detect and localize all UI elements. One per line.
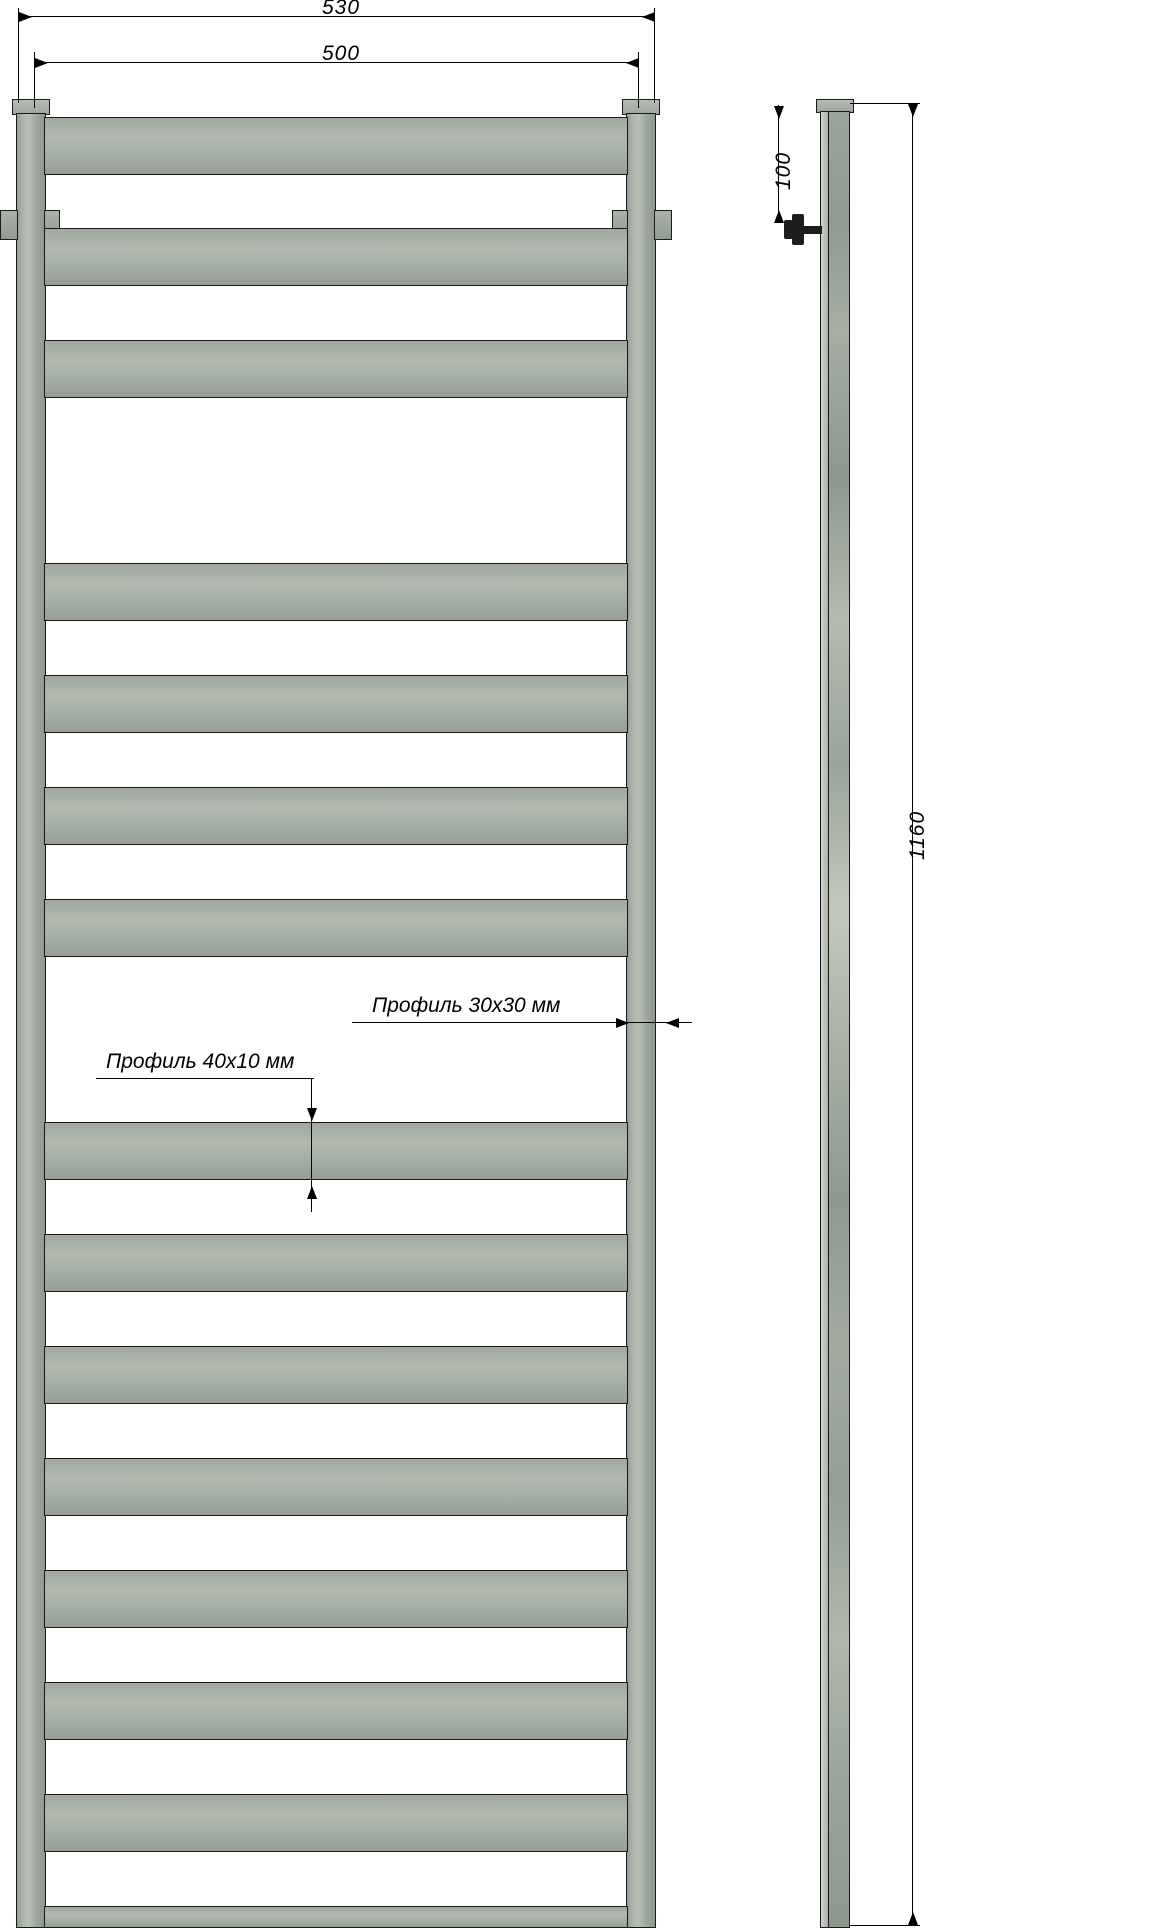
leader-arrow-40x10-bottom [307,1186,317,1199]
leader-arrow-40x10-top [307,1108,317,1121]
side-rail-highlight-edge [821,112,829,1927]
dim-label-530: 530 [322,0,361,19]
dim-arrow-100-bottom [774,210,784,223]
ext-line-530-left [18,8,19,103]
crossbar [44,1570,628,1628]
crossbar [44,1346,628,1404]
dim-arrow-1160-bottom [908,1912,918,1925]
crossbar [44,228,628,286]
dim-arrow-530-right [642,12,655,22]
crossbar [44,1122,628,1180]
side-rail-profile [820,111,850,1928]
leader-arrow-30x30-left [616,1018,629,1028]
crossbar [44,340,628,398]
leader-line-30x30 [352,1022,692,1023]
vertical-rail-left [16,113,46,1928]
crossbar [44,899,628,957]
crossbar [44,563,628,621]
dim-label-1160: 1160 [906,810,929,860]
dim-label-500: 500 [322,42,361,65]
crossbar [44,675,628,733]
valve-knob-cap [784,220,793,239]
dim-label-100: 100 [772,151,795,190]
valve-knob-body [792,214,804,245]
vertical-rail-right [626,113,656,1928]
dim-arrow-100-top [774,106,784,119]
wall-mount-right [654,210,672,240]
leader-arrow-30x30-right [666,1018,679,1028]
crossbar [44,117,628,175]
dim-arrow-500-right [626,58,639,68]
dim-arrow-1160-top [908,104,918,117]
crossbar [44,1458,628,1516]
crossbar [44,1906,628,1928]
crossbar [44,1682,628,1740]
annotation-profile-40x10: Профиль 40x10 мм [106,1050,295,1073]
dim-arrow-500-left [35,58,48,68]
dim-arrow-530-left [19,12,32,22]
annotation-profile-30x30: Профиль 30x30 мм [372,994,561,1017]
dim-line-1160 [912,103,913,1925]
ext-line-530-right [654,8,655,103]
leader-line-40x10 [96,1078,314,1079]
crossbar [44,1794,628,1852]
crossbar [44,787,628,845]
crossbar [44,1234,628,1292]
wall-mount-left [0,210,18,240]
ext-line-1160-bottom [850,1925,920,1926]
